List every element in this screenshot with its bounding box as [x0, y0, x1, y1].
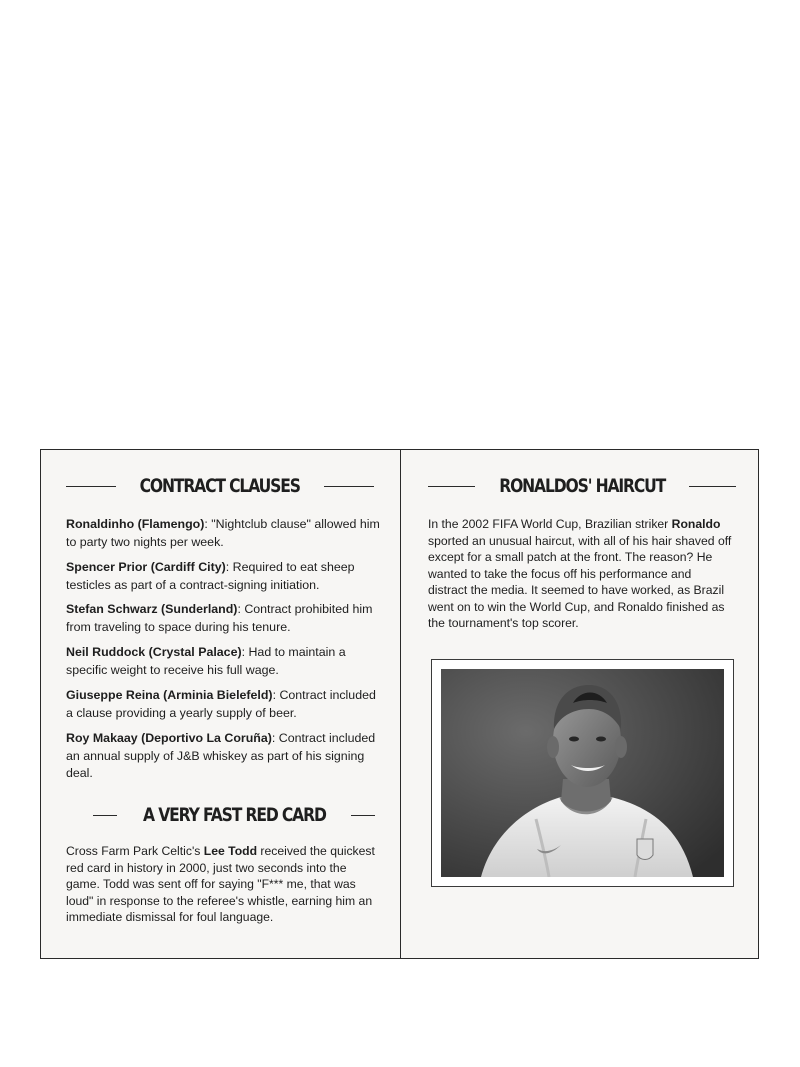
ronaldo-portrait-illustration — [441, 669, 724, 877]
haircut-heading — [428, 472, 736, 500]
haircut-paragraph — [428, 516, 733, 632]
clause-text: : Had to maintain a specific weight to receive his full wage. — [66, 645, 346, 677]
heading-rule-right — [324, 486, 374, 487]
paragraph-text: sported an unusual haircut, with all of his hair shaved off except for a small patch at the front. The reason? He wanted to take the focus off his performance and distract the media. It seemed to have worked, as Brazil went on to win the World Cup, and Ronaldo finished as the tournament's top scorer. — [428, 533, 732, 630]
clause-item — [66, 730, 381, 783]
heading-rule-left — [93, 815, 117, 816]
clause-player: Stefan Schwarz (Sunderland) — [66, 602, 238, 616]
left-page — [41, 450, 400, 958]
heading-rule-left — [428, 486, 475, 487]
clause-player: Giuseppe Reina (Arminia Bielefeld) — [66, 688, 273, 702]
clause-player: Spencer Prior (Cardiff City) — [66, 560, 226, 574]
player-name: Lee Todd — [203, 844, 258, 858]
heading-rule-right — [689, 486, 736, 487]
clause-text: : "Nightclub clause" allowed him to party two nights per week. — [66, 517, 380, 549]
red-card-heading — [93, 801, 375, 829]
section-title: A VERY FAST RED CARD — [142, 804, 326, 826]
red-card-paragraph — [66, 843, 378, 926]
photo-frame — [431, 659, 734, 887]
clause-item — [66, 687, 381, 722]
heading-rule-right — [351, 815, 375, 816]
heading-rule-left — [66, 486, 116, 487]
paragraph-text: received the quickest red card in history in 2000, just two seconds into the game. Todd was sent off for saying "F*** me, that was loud" in response to the referee's whistle, earning him an immediate dismissal for foul language. — [66, 844, 375, 924]
clause-player: Ronaldinho (Flamengo) — [66, 517, 205, 531]
player-name: Ronaldo — [671, 517, 721, 531]
clause-text: : Contract prohibited him from traveling to space during his tenure. — [66, 602, 373, 634]
paragraph-text: Cross Farm Park Celtic's — [66, 844, 204, 858]
clause-text: : Required to eat sheep testicles as part of a contract-signing initiation. — [66, 560, 355, 592]
right-page — [400, 450, 758, 958]
contract-clauses-heading — [66, 472, 374, 500]
clause-item — [66, 559, 381, 594]
section-title: RONALDOS' HAIRCUT — [499, 475, 665, 497]
clause-item — [66, 644, 381, 679]
ronaldo-photo — [441, 669, 724, 877]
clause-player: Neil Ruddock (Crystal Palace) — [66, 645, 242, 659]
section-title: CONTRACT CLAUSES — [139, 475, 301, 497]
paragraph-text: In the 2002 FIFA World Cup, Brazilian striker — [428, 517, 672, 531]
clause-item — [66, 601, 381, 636]
clause-player: Roy Makaay (Deportivo La Coruña) — [66, 731, 272, 745]
clause-text: : Contract included a clause providing a yearly supply of beer. — [66, 688, 376, 720]
book-spread — [40, 449, 759, 959]
clause-text: : Contract included an annual supply of J&B whiskey as part of his signing deal. — [66, 731, 376, 780]
clause-item — [66, 516, 381, 551]
